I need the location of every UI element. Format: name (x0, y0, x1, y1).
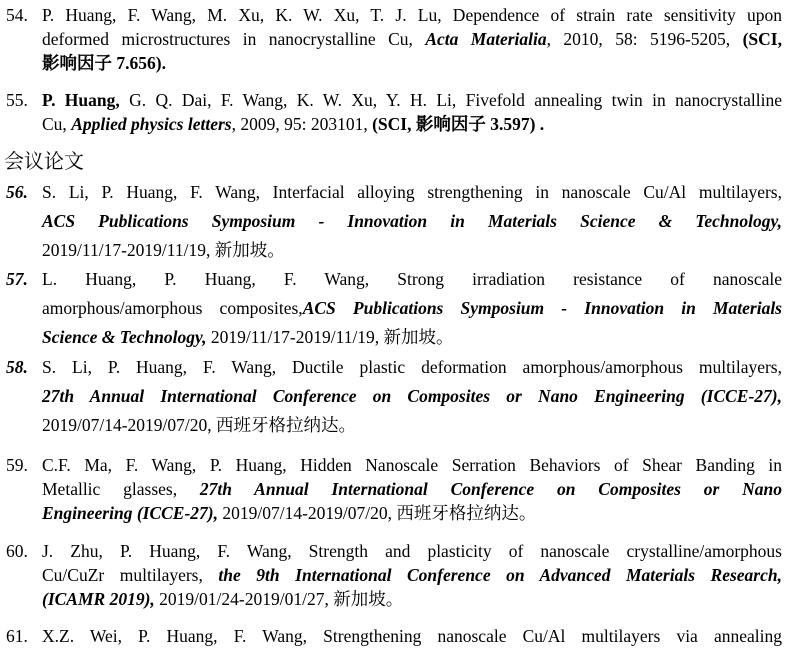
reference-text: 2019/11/17-2019/11/19, 新加坡。 (42, 240, 285, 260)
reference-text: S. Li, P. Huang, F. Wang, Interfacial alloying strengthening in nanoscale Cu/Al multilayers, (42, 182, 782, 202)
reference-line (42, 453, 782, 477)
reference-text: Cu/CuZr multilayers, (42, 565, 219, 585)
journal-name: 27th Annual International Conference on Composites or Nano Engineering (ICCE-27), (42, 386, 782, 406)
reference-line (42, 27, 782, 51)
reference-number: 58. (6, 357, 28, 377)
reference-number: 54. (6, 5, 28, 25)
reference-text: 2019/11/17-2019/11/19, 新加坡。 (206, 327, 454, 347)
reference-text: S. Li, P. Huang, F. Wang, Ductile plastic deformation amorphous/amorphous multilayers, (42, 357, 782, 377)
reference-line (42, 413, 782, 437)
journal-name: 27th Annual International Conference on Composites or Nano (199, 479, 782, 499)
reference-text: deformed microstructures in nanocrystalline Cu, (42, 29, 426, 49)
reference-text: 2019/01/24-2019/01/27, 新加坡。 (154, 589, 404, 609)
journal-name: Science & Technology, (42, 327, 207, 347)
journal-name: Applied physics letters (71, 114, 232, 134)
reference-line (42, 238, 782, 262)
reference-text: J. Zhu, P. Huang, F. Wang, Strength and plasticity of nanoscale crystalline/amorphous (42, 541, 782, 561)
reference-line (42, 3, 782, 27)
reference-text: 2019/07/14-2019/07/20, 西班牙格拉纳达。 (218, 503, 537, 523)
journal-name: ACS Publications Symposium - Innovation in Materials Science & Technology, (42, 211, 782, 231)
reference-line (42, 88, 782, 112)
journal-name: Engineering (ICCE-27), (42, 503, 218, 523)
reference-number: 60. (6, 541, 28, 561)
reference-text: Cu, (42, 114, 72, 134)
bold-text: (SCI, 影响因子 3.597) . (372, 114, 545, 134)
reference-line (42, 501, 782, 525)
reference-line (42, 296, 782, 320)
reference-text: C.F. Ma, F. Wang, P. Huang, Hidden Nanoscale Serration Behaviors of Shear Banding in (42, 455, 782, 475)
reference-text: Metallic glasses, (42, 479, 200, 499)
reference-line (42, 267, 782, 291)
journal-name: ACS Publications Symposium - Innovation in Materials (302, 298, 782, 318)
reference-text: G. Q. Dai, F. Wang, K. W. Xu, Y. H. Li, Fivefold annealing twin in nanocrystalline (119, 90, 782, 110)
bold-text: P. Huang, (42, 90, 120, 110)
reference-line (42, 51, 782, 75)
reference-line (42, 539, 782, 563)
bold-text: 影响因子 7.656). (42, 53, 166, 73)
reference-text: , 2009, 95: 203101, (231, 114, 373, 134)
reference-line (42, 325, 782, 349)
reference-line (42, 355, 782, 379)
reference-line (42, 563, 782, 587)
reference-line (42, 112, 782, 136)
reference-line (42, 587, 782, 611)
reference-text: X.Z. Wei, P. Huang, F. Wang, Strengthening nanoscale Cu/Al multilayers via annealing (42, 626, 782, 646)
reference-text: 2019/07/14-2019/07/20, 西班牙格拉纳达。 (42, 415, 357, 435)
reference-line (42, 477, 782, 501)
reference-number: 56. (6, 182, 28, 202)
journal-name: (ICAMR 2019), (42, 589, 155, 609)
reference-line (42, 624, 782, 648)
reference-number: 59. (6, 455, 28, 475)
reference-text: L. Huang, P. Huang, F. Wang, Strong irradiation resistance of nanoscale (42, 269, 782, 289)
reference-line (42, 180, 782, 204)
reference-number: 55. (6, 90, 28, 110)
journal-name: the 9th International Conference on Advanced Materials Research, (218, 565, 782, 585)
reference-text: , 2010, 58: 5196-5205, (546, 29, 743, 49)
reference-text: amorphous/amorphous composites, (42, 298, 303, 318)
reference-line (42, 209, 782, 233)
reference-number: 57. (6, 269, 28, 289)
reference-line (42, 384, 782, 408)
journal-name: Acta Materialia (425, 29, 547, 49)
bold-text: (SCI, (742, 29, 782, 49)
reference-text: P. Huang, F. Wang, M. Xu, K. W. Xu, T. J. Lu, Dependence of strain rate sensitivity upon (42, 5, 782, 25)
reference-number: 61. (6, 626, 28, 646)
section-heading: 会议论文 (4, 149, 84, 173)
